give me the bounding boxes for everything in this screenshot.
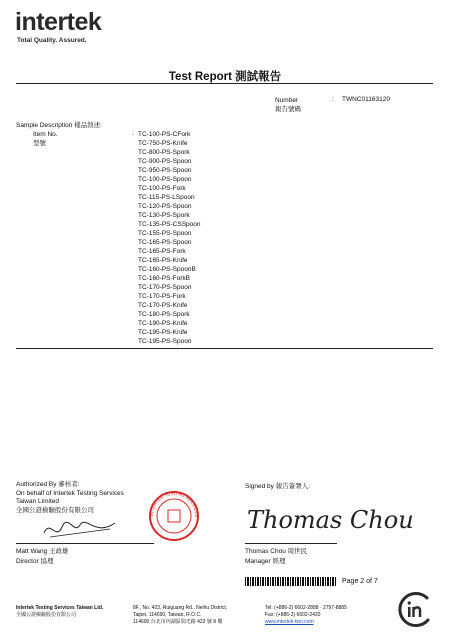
item-number-entry: TC-100-PS-Spoon: [138, 176, 192, 183]
item-number-entry: TC-165-PS-Fork: [138, 248, 186, 255]
item-number-entry: TC-100-PS-Fork: [138, 185, 186, 192]
sample-description-label: Sample Description 樣品敘述:: [16, 122, 102, 129]
barcode: [245, 577, 336, 586]
footer-contact: [265, 605, 347, 626]
footer-address-zh: 114690 台北市內湖區瑞光路 423 號 8 樓: [133, 619, 223, 625]
intertek-in-logo-icon: [394, 590, 434, 630]
item-number-entry: TC-160-PS-ForkB: [138, 275, 191, 282]
number-colon: :: [332, 96, 334, 103]
on-behalf-text: On behalf of Intertek Testing Services: [16, 489, 124, 497]
report-number-value: TWNC01163120: [342, 96, 390, 103]
company-seal-stamp: [143, 490, 205, 542]
number-label-zh: 報告號碼: [275, 106, 301, 113]
item-number-entry: TC-120-PS-Spoon: [138, 203, 192, 210]
company-name-zh: 全國公證檢驗股份有限公司: [16, 506, 94, 514]
item-number-entry: TC-130-PS-Spork: [138, 212, 190, 219]
signed-by-label: Signed by 報告簽署人:: [245, 483, 311, 490]
item-number-entry: TC-195-PS-Spoon: [138, 338, 192, 345]
signer-right: [245, 547, 307, 566]
signature-matt-wang: [40, 515, 120, 543]
signer-right-title: Manager 經理: [245, 557, 286, 565]
signature-thomas-chou: [245, 492, 414, 542]
signature-line-right: [245, 543, 337, 544]
item-number-entry: TC-165-PS-Spoon: [138, 239, 192, 246]
item-number-entry: TC-170-PS-Knife: [138, 302, 188, 309]
item-number-entry: TC-800-PS-Spork: [138, 149, 190, 156]
footer-tel: Tel: (+886-2) 6602-2888 · 2797-8885: [265, 605, 347, 611]
section-divider: [16, 348, 433, 349]
footer-address: [133, 605, 227, 626]
footer-company-zh: 全國公證檢驗股份有限公司: [16, 612, 77, 618]
item-number-entry: TC-900-PS-Spoon: [138, 158, 192, 165]
item-number-entry: TC-160-PS-SpoonB: [138, 266, 196, 273]
item-number-entry: TC-155-PS-Spoon: [138, 230, 192, 237]
report-number-label: [275, 96, 301, 114]
footer-address-2: Taipei, 114690, Taiwan, R.O.C.: [133, 612, 202, 618]
item-number-entry: TC-195-PS-Knife: [138, 329, 188, 336]
item-number-entry: TC-165-PS-Knife: [138, 257, 188, 264]
company-name: Taiwan Limited: [16, 498, 59, 506]
item-number-entry: TC-170-PS-Spoon: [138, 284, 192, 291]
page-indicator: Page 2 of 7: [342, 578, 378, 585]
signature-line-left: [16, 543, 154, 544]
item-no-colon: :: [132, 130, 134, 137]
authorized-by-label: Authorized By 審核者:: [16, 481, 80, 488]
signer-left: [16, 547, 69, 566]
item-no-label-en: Item No.: [33, 131, 58, 138]
item-list: [138, 130, 201, 346]
item-number-entry: TC-180-PS-Spork: [138, 311, 190, 318]
logo-tagline: Total Quality. Assured.: [17, 37, 87, 44]
footer-company-en: Intertek Testing Services Taiwan Ltd.: [16, 605, 104, 611]
svg-text:Thomas Chou: Thomas Chou: [247, 506, 414, 534]
signer-left-name: Matt Wang 王政雄: [16, 548, 69, 555]
footer-fax: Fax: (+886-2) 6602-2420: [265, 612, 321, 618]
intertek-logo: intertek: [15, 8, 102, 36]
item-number-entry: TC-750-PS-Knife: [138, 140, 188, 147]
stamp-text: INTERTEK TESTING SERVICES: [148, 490, 200, 518]
number-label-en: Number: [275, 97, 299, 104]
item-number-entry: TC-190-PS-Knife: [138, 320, 188, 327]
authorization-block: [16, 481, 124, 515]
footer-address-1: 8F., No. 423, Ruiguang Rd., Neihu District,: [133, 605, 228, 611]
item-number-entry: TC-135-PS-CSSpoon: [138, 221, 201, 228]
signer-left-title: Director 協理: [16, 557, 54, 565]
item-number-entry: TC-170-PS-Fork: [138, 293, 186, 300]
item-number-entry: TC-950-PS-Spoon: [138, 167, 192, 174]
item-no-label-zh: 型號: [33, 140, 46, 147]
item-number-entry: TC-100-PS-CFork: [138, 131, 191, 138]
signer-right-name: Thomas Chou 周世民: [245, 548, 308, 555]
item-no-label: [33, 130, 58, 148]
footer-company: [16, 605, 103, 619]
footer-website-link[interactable]: www.intertek-twn.com: [265, 619, 314, 625]
title-divider: [16, 83, 433, 84]
svg-text:INTERTEK TESTING SERVICES: [149, 491, 199, 517]
item-number-entry: TC-115-PS-LSpoon: [138, 194, 195, 201]
report-title: Test Report 測試報告: [168, 71, 282, 83]
